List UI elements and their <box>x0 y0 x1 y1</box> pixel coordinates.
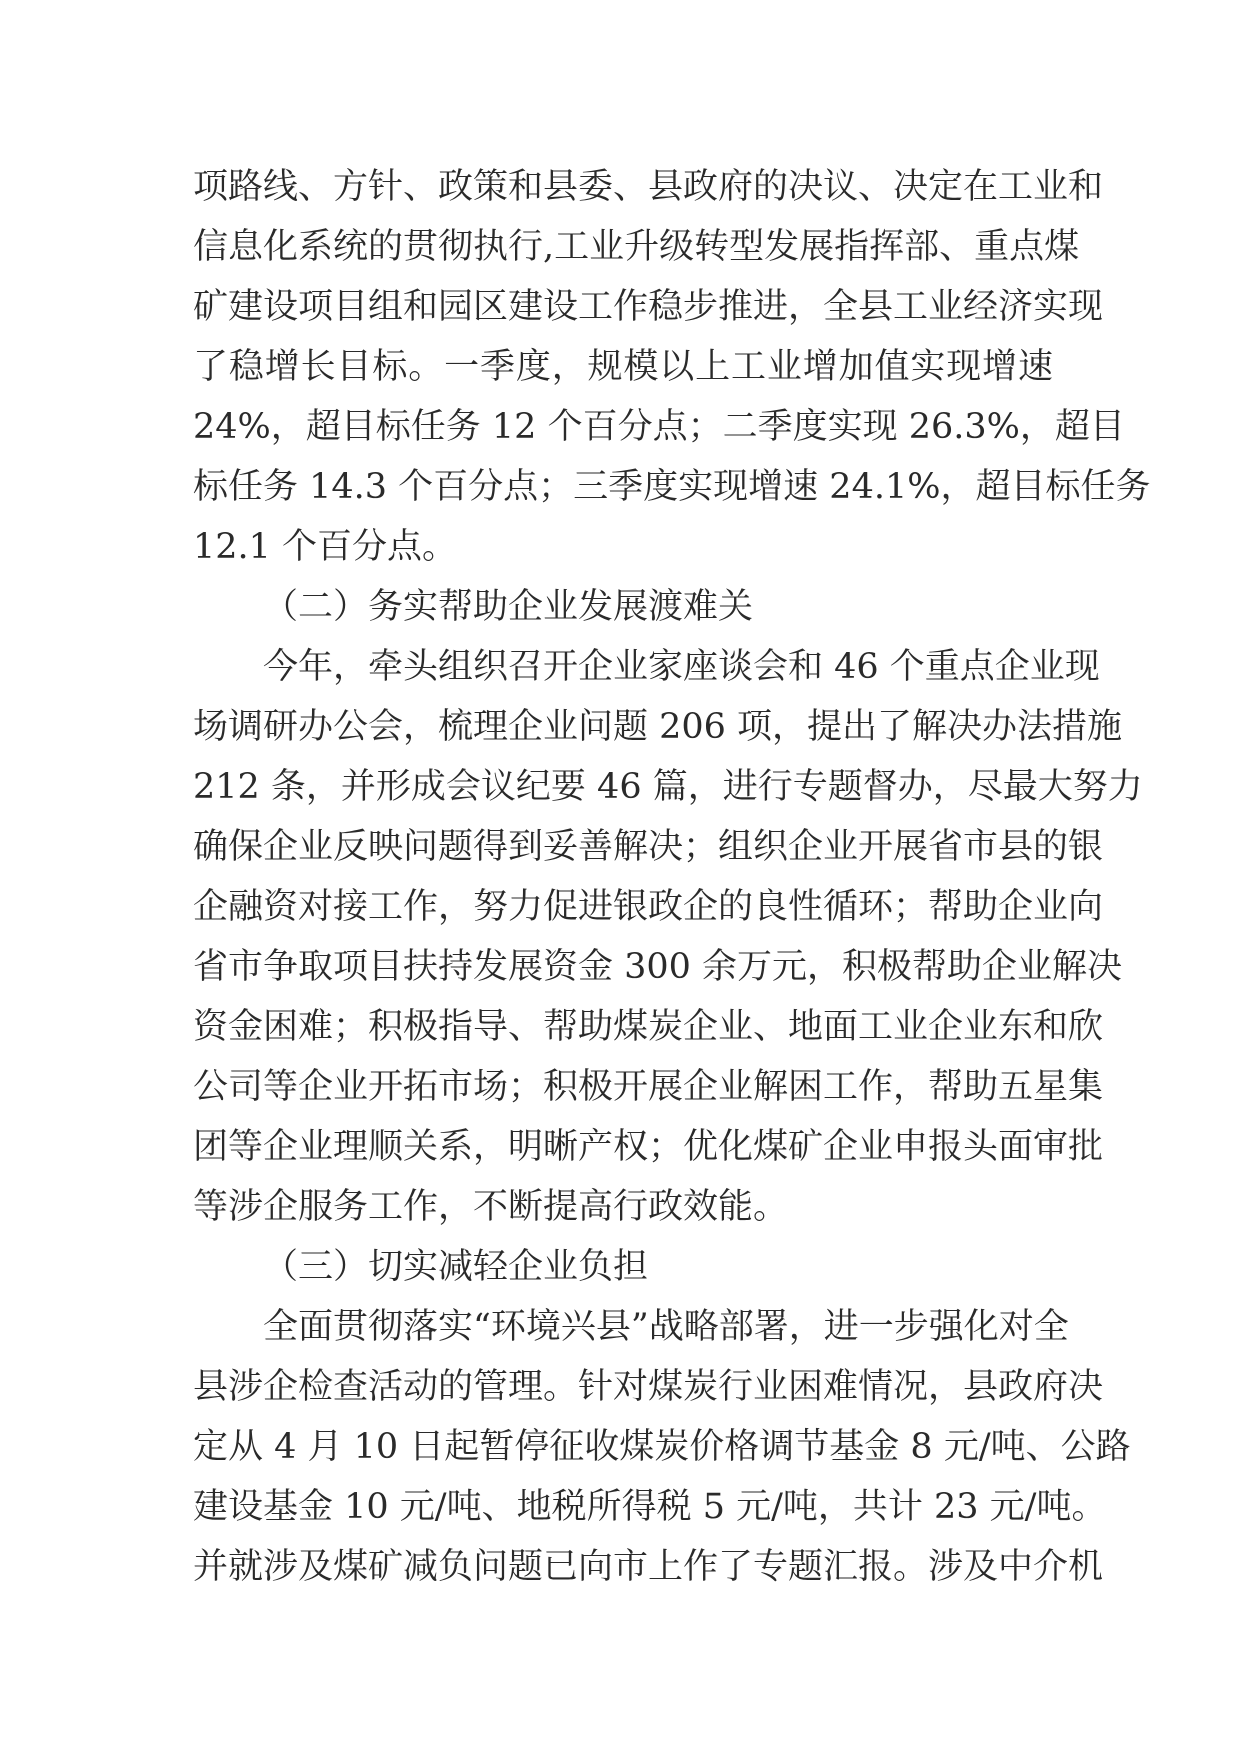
section-heading-2: （二）务实帮助企业发展渡难关 <box>263 587 754 627</box>
text-line-12: 确保企业反映问题得到妥善解决；组织企业开展省市县的银 <box>193 827 1104 867</box>
text-line-9: 今年，牵头组织召开企业家座谈会和 46 个重点企业现 <box>263 647 1100 687</box>
text-line-1: 项路线、方针、政策和县委、县政府的决议、决定在工业和 <box>193 167 1104 207</box>
text-line-6: 标任务 14.3 个百分点；三季度实现增速 24.1%，超目标任务 <box>193 467 1151 507</box>
text-line-14: 省市争取项目扶持发展资金 300 余万元，积极帮助企业解决 <box>193 947 1123 987</box>
text-line-17: 团等企业理顺关系，明晰产权；优化煤矿企业申报头面审批 <box>193 1127 1104 1167</box>
text-line-24: 并就涉及煤矿减负问题已向市上作了专题汇报。涉及中介机 <box>193 1547 1104 1587</box>
text-line-18: 等涉企服务工作，不断提高行政效能。 <box>193 1187 789 1227</box>
text-line-11: 212 条，并形成会议纪要 46 篇，进行专题督办，尽最大努力 <box>193 767 1143 807</box>
text-line-4: 了稳增长目标。一季度，规模以上工业增加值实现增速 <box>193 347 1053 387</box>
text-line-23: 建设基金 10 元/吨、地税所得税 5 元/吨，共计 23 元/吨。 <box>193 1487 1107 1527</box>
text-line-22: 定从 4 月 10 日起暂停征收煤炭价格调节基金 8 元/吨、公路 <box>193 1427 1131 1467</box>
text-line-3: 矿建设项目组和园区建设工作稳步推进，全县工业经济实现 <box>193 287 1104 327</box>
text-line-16: 公司等企业开拓市场；积极开展企业解困工作，帮助五星集 <box>193 1067 1104 1107</box>
text-line-13: 企融资对接工作，努力促进银政企的良性循环；帮助企业向 <box>193 887 1104 927</box>
text-line-10: 场调研办公会，梳理企业问题 206 项，提出了解决办法措施 <box>193 707 1123 747</box>
text-line-7: 12.1 个百分点。 <box>193 527 458 567</box>
section-heading-3: （三）切实减轻企业负担 <box>263 1247 649 1287</box>
text-line-21: 县涉企检查活动的管理。针对煤炭行业困难情况，县政府决 <box>193 1367 1104 1407</box>
text-line-2: 信息化系统的贯彻执行,工业升级转型发展指挥部、重点煤 <box>193 227 1080 267</box>
text-line-15: 资金困难；积极指导、帮助煤炭企业、地面工业企业东和欣 <box>193 1007 1104 1047</box>
text-line-5: 24%，超目标任务 12 个百分点；二季度实现 26.3%，超目 <box>193 407 1125 447</box>
document-body <box>193 157 1151 1597</box>
text-line-20: 全面贯彻落实“环境兴县”战略部署，进一步强化对全 <box>263 1307 1069 1347</box>
